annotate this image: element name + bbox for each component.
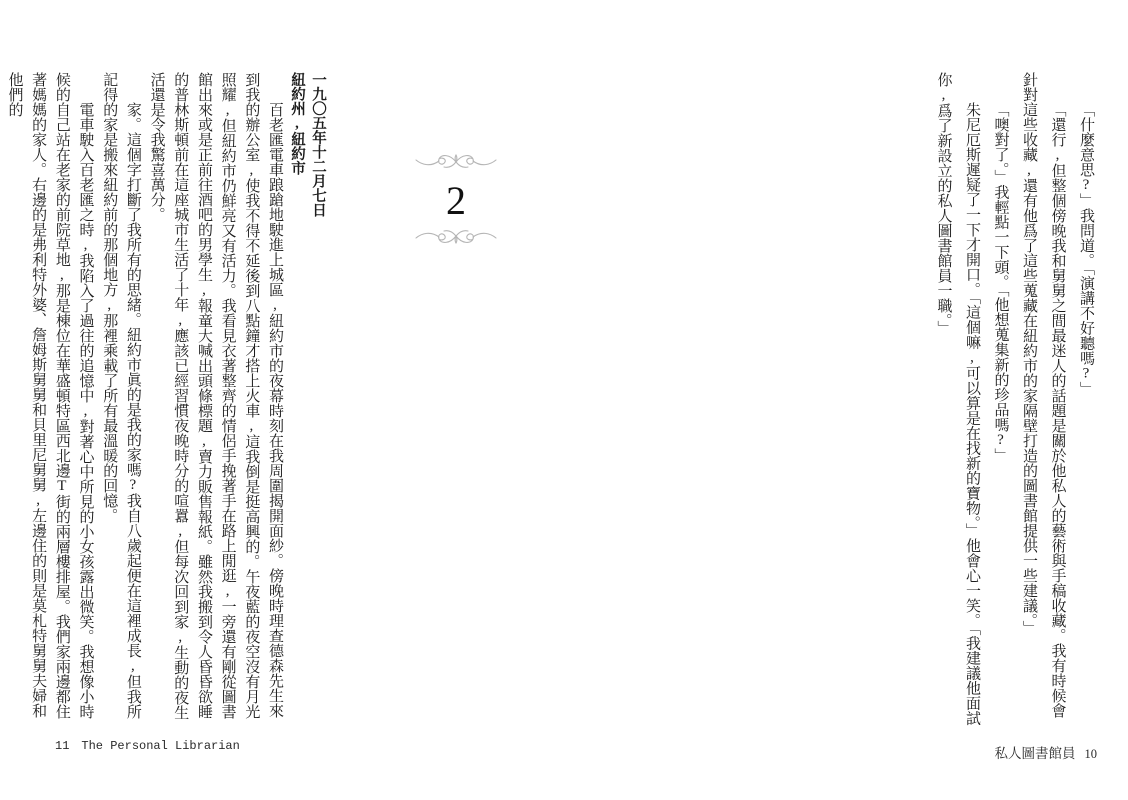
chapter-date: 一九〇五年十二月七日: [310, 72, 326, 217]
footer-right: [995, 742, 1098, 762]
chapter-number: 2: [446, 178, 466, 223]
page-number-left: 11: [55, 739, 70, 753]
book-title-chinese: 私人圖書館員: [994, 746, 1076, 761]
chapter-dateline: [286, 72, 328, 732]
flourish-bottom-icon: [410, 226, 502, 251]
left-page-body-text: [2, 72, 286, 732]
paragraph: 家。這個字打斷了我所有的思緒。紐約市眞的是我的家嗎?我自八歲起便在這裡成長,但我所記得的家是搬來紐約前的那個地方,那裡乘載了所有最溫暖的回憶。: [101, 72, 141, 719]
footer-left: [55, 739, 240, 753]
page-number-right: 10: [1084, 747, 1097, 761]
book-title-english: The Personal Librarian: [81, 739, 240, 753]
paragraph: 朱尼厄斯遲疑了一下才開口。「這個嘛,可以算是在找新的寶物。」他會心一笑。「我建議他面試你,爲了新設立的私人圖書館員一職。」: [935, 72, 980, 726]
flourish-top-icon: [410, 152, 502, 177]
chapter-location: 紐約州,紐約市: [288, 72, 305, 175]
right-page-body-text: [929, 72, 1100, 732]
paragraph: 「噢對了。」我輕點一下頭。「他想蒐集新的珍品嗎?」: [992, 102, 1009, 463]
chapter-heading: [410, 152, 502, 251]
paragraph: 「還行,但整個傍晚我和舅舅之間最迷人的話題是關於他私人的藝術與手稿收藏。我有時候會針對這些收藏,還有他爲了這些蒐藏在紐約市的家隔壁打造的圖書館提供一些建議。」: [1021, 72, 1066, 718]
paragraph: 電車駛入百老匯之時,我陷入了過往的追憶中,對著心中所見的小女孩露出微笑。我想像小時候的自己站在老家的前院草地,那是棟位在華盛頓特區西北邊T街的兩層樓排屋。我們家兩邊都住著媽媽的家人。右邊的是弗利特外婆、詹姆斯舅舅和貝里尼舅舅,左邊住的則是莫札特舅舅夫婦和他們的: [6, 72, 94, 719]
paragraph: 百老匯電車踉蹌地駛進上城區,紐約市的夜幕時刻在我周圍揭開面紗。傍晚時理查德森先生來到我的辦公室,使我不得不延後到八點鐘才搭上火車,這我倒是挺高興的。午夜藍的夜空沒有月光照耀,但紐約市仍鮮亮又有活力。我看見衣著整齊的情侶手挽著手在路上閒逛,一旁還有剛從圖書館出來或是正前往酒吧的男學生,報童大喊出頭條標題,賣力販售報紙。雖然我搬到令人昏昏欲睡的普林斯頓前在這座城市生活了十年,應該已經習慣夜晚時分的喧囂,但每次回到家,生動的夜生活還是令我驚喜萬分。: [148, 72, 283, 720]
paragraph: 「什麼意思?」我問道。「演講不好聽嗎?」: [1078, 102, 1094, 397]
